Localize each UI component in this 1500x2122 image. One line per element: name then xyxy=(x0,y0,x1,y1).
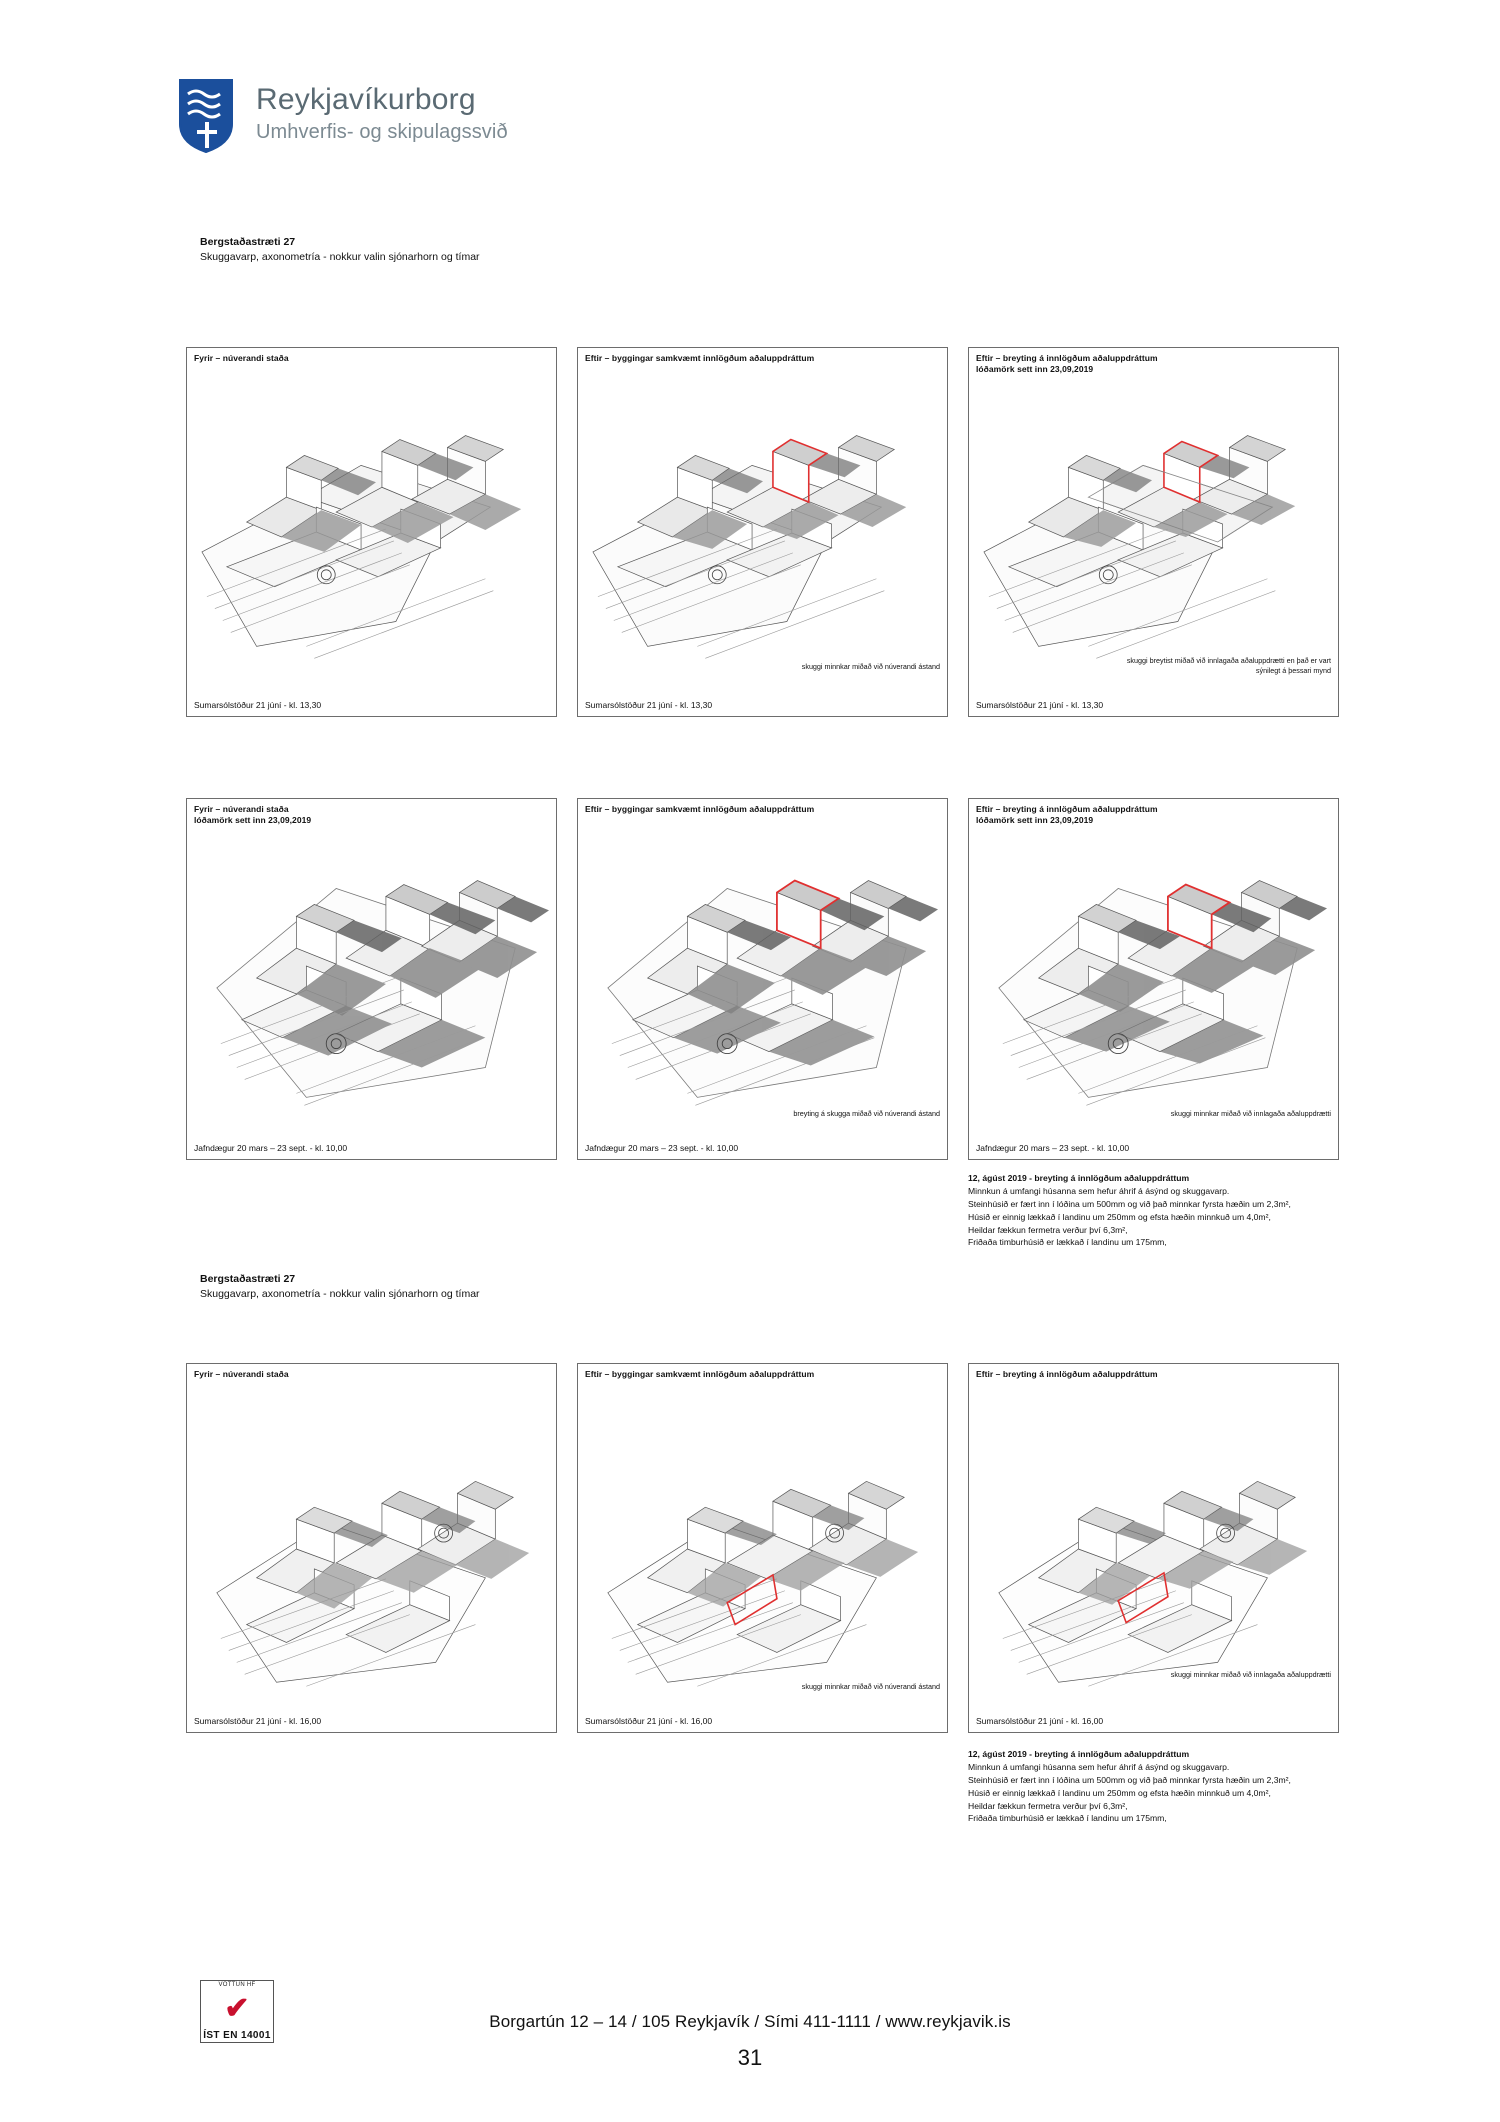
section-1-subtitle: Skuggavarp, axonometría - nokkur valin sjónarhorn og tímar xyxy=(200,251,480,264)
panel-footer-r2c3: Jafndægur 20 mars – 23 sept. - kl. 10,00 xyxy=(976,1143,1130,1153)
panel-note-r3c3: skuggi minnkar miðað við innlagaða aðaluppdrætti xyxy=(1170,1669,1331,1679)
panel-title-line2: lóðamörk sett inn 23,09,2019 xyxy=(976,364,1094,375)
panel-title-r1c2 xyxy=(585,353,814,364)
change-note-1-line-2: Húsið er einnig lækkað í landinu um 250mm og efsta hæðin minnkuð um 4,0m², xyxy=(968,1211,1271,1222)
section-1-title: Bergstaðastræti 27 xyxy=(200,236,296,248)
panel-footer-r1c2: Sumarsólstöður 21 júní - kl. 13,30 xyxy=(585,700,713,710)
org-name: Reykjavíkurborg xyxy=(256,83,476,116)
panel-title-line1: Fyrir – núverandi staða xyxy=(194,804,289,814)
footer-address: Borgartún 12 – 14 / 105 Reykjavík / Sími 411-1111 / www.reykjavik.is xyxy=(489,2012,1011,2031)
panel-title-r2c3 xyxy=(976,804,1158,827)
panel-title-r2c1 xyxy=(194,804,311,827)
axonometric-drawing-r3c1 xyxy=(187,1364,556,1732)
section-heading-2 xyxy=(200,1272,480,1302)
panel-title-r3c1 xyxy=(194,1369,289,1380)
panel-note-r1c2: skuggi minnkar miðað við núverandi ástand xyxy=(801,661,940,671)
panel-title-r3c3 xyxy=(976,1369,1158,1380)
cert-check-icon: ✔ xyxy=(200,1989,274,2029)
panel-note-r1c3: skuggi breytist miðað við innlagaða aðaluppdrætti en það er vart sýnilegt á þessari mynd xyxy=(1126,655,1331,675)
change-note-2-line-3: Heildar fækkun fermetra verður því 6,3m², xyxy=(968,1800,1128,1811)
panel-note-r3c2: skuggi minnkar miðað við núverandi ástand xyxy=(801,1681,940,1691)
panel-title-r2c2 xyxy=(585,804,814,815)
panel-title-line1: Fyrir – núverandi staða xyxy=(194,1369,289,1379)
panel-footer-r3c3: Sumarsólstöður 21 júní - kl. 16,00 xyxy=(976,1716,1104,1726)
shadow-panel-r2c1 xyxy=(186,798,557,1160)
shadow-panel-r1c3 xyxy=(968,347,1339,717)
change-note-2 xyxy=(968,1748,1348,1825)
panel-title-line2: lóðamörk sett inn 23,09,2019 xyxy=(194,815,312,826)
change-note-2-line-0: Minnkun á umfangi húsanna sem hefur áhrif á ásýnd og skuggavarp. xyxy=(968,1761,1230,1772)
axonometric-drawing-r3c2 xyxy=(578,1364,947,1732)
panel-title-line1: Eftir – byggingar samkvæmt innlögðum aðaluppdráttum xyxy=(585,353,815,363)
change-note-1-heading: 12, ágúst 2019 - breyting á innlögðum aðaluppdráttum xyxy=(968,1173,1190,1183)
axonometric-drawing-r2c2 xyxy=(578,799,947,1159)
cert-top-label: VOTTUN HF xyxy=(200,1980,274,1989)
axonometric-drawing-r2c1 xyxy=(187,799,556,1159)
axonometric-drawing-r2c3 xyxy=(969,799,1338,1159)
panel-note-r2c3: skuggi minnkar miðað við innlagaða aðaluppdrætti xyxy=(1170,1108,1331,1118)
panel-title-r1c3 xyxy=(976,353,1158,376)
organization-logo xyxy=(178,78,508,154)
panel-note-r2c2: breyting á skugga miðað við núverandi ástand xyxy=(793,1108,940,1118)
reykjavik-shield-icon xyxy=(178,78,234,154)
panel-footer-r2c1: Jafndægur 20 mars – 23 sept. - kl. 10,00 xyxy=(194,1143,348,1153)
change-note-1 xyxy=(968,1172,1348,1249)
change-note-1-line-4: Friðaða timburhúsið er lækkað í landinu um 175mm, xyxy=(968,1237,1167,1248)
panel-title-line1: Eftir – breyting á innlögðum aðaluppdráttum xyxy=(976,353,1158,363)
panel-title-r1c1 xyxy=(194,353,289,364)
shadow-panel-r2c2 xyxy=(577,798,948,1160)
panel-title-line1: Eftir – breyting á innlögðum aðaluppdráttum xyxy=(976,1369,1158,1379)
panel-title-line1: Eftir – breyting á innlögðum aðaluppdráttum xyxy=(976,804,1158,814)
panel-footer-r3c2: Sumarsólstöður 21 júní - kl. 16,00 xyxy=(585,1716,713,1726)
shadow-panel-r3c1 xyxy=(186,1363,557,1733)
change-note-2-line-1: Steinhúsið er fært inn í lóðina um 500mm og við það minnkar fyrsta hæðin um 2,3m², xyxy=(968,1774,1291,1785)
change-note-2-line-2: Húsið er einnig lækkað í landinu um 250mm og efsta hæðin minnkuð um 4,0m², xyxy=(968,1787,1271,1798)
panel-title-line2: lóðamörk sett inn 23,09,2019 xyxy=(976,815,1094,826)
page-number: 31 xyxy=(737,2045,763,2070)
panel-title-line1: Eftir – byggingar samkvæmt innlögðum aðaluppdráttum xyxy=(585,804,815,814)
panel-footer-r1c1: Sumarsólstöður 21 júní - kl. 13,30 xyxy=(194,700,322,710)
panel-title-r3c2 xyxy=(585,1369,814,1380)
change-note-1-line-3: Heildar fækkun fermetra verður því 6,3m², xyxy=(968,1224,1128,1235)
org-department: Umhverfis- og skipulagssvið xyxy=(256,120,508,143)
change-note-2-heading: 12, ágúst 2019 - breyting á innlögðum aðaluppdráttum xyxy=(968,1749,1190,1759)
axonometric-drawing-r1c1 xyxy=(187,348,556,716)
panel-title-line1: Eftir – byggingar samkvæmt innlögðum aðaluppdráttum xyxy=(585,1369,815,1379)
panel-title-line1: Fyrir – núverandi staða xyxy=(194,353,289,363)
shadow-panel-r3c2 xyxy=(577,1363,948,1733)
shadow-panel-r1c1 xyxy=(186,347,557,717)
shadow-panel-r3c3 xyxy=(968,1363,1339,1733)
section-heading-1 xyxy=(200,235,480,265)
change-note-1-line-1: Steinhúsið er fært inn í lóðina um 500mm og við það minnkar fyrsta hæðin um 2,3m², xyxy=(968,1198,1291,1209)
cert-iso-label: ÍST EN 14001 xyxy=(200,2029,274,2043)
section-2-title: Bergstaðastræti 27 xyxy=(200,1273,296,1285)
panel-footer-r2c2: Jafndægur 20 mars – 23 sept. - kl. 10,00 xyxy=(585,1143,739,1153)
change-note-2-line-4: Friðaða timburhúsið er lækkað í landinu um 175mm, xyxy=(968,1813,1167,1824)
change-note-1-line-0: Minnkun á umfangi húsanna sem hefur áhrif á ásýnd og skuggavarp. xyxy=(968,1185,1230,1196)
panel-footer-r1c3: Sumarsólstöður 21 júní - kl. 13,30 xyxy=(976,700,1104,710)
axonometric-drawing-r1c2 xyxy=(578,348,947,716)
panel-footer-r3c1: Sumarsólstöður 21 júní - kl. 16,00 xyxy=(194,1716,322,1726)
section-2-subtitle: Skuggavarp, axonometría - nokkur valin sjónarhorn og tímar xyxy=(200,1288,480,1301)
shadow-panel-r1c2 xyxy=(577,347,948,717)
shadow-panel-r2c3 xyxy=(968,798,1339,1160)
